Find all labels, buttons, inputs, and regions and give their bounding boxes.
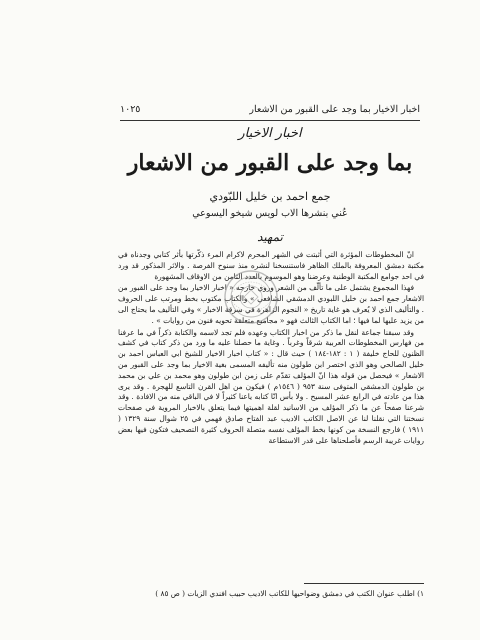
section-label: اخبار الاخيار (238, 126, 302, 141)
editor-line: عُني بنشرها الاب لويس شيخو اليسوعي (192, 208, 348, 219)
author-line: جمع احمد بن خليل اللبّودي (209, 190, 331, 203)
paragraph: انّ المخطوطات المؤثرة التي أثبتت في الشهر المحرم لاكرام المرء ذكّرتها بأثر كتابي وجدناه في مكتبة دمشق المعروفة بالملك الظاهر فاستنسخنا لنشره منذ سنوح الفرصة . والاثر المذكور قد ورد في احد جوامع المكتبة الوطنية وعرضنا وهو الموسوم بالعدد الثامن من الاوقاف المشهورة (118, 250, 424, 281)
article-title: بما وجد على القبور من الاشعار (127, 150, 413, 176)
page-number: ١٠٢٥ (120, 103, 141, 115)
paragraph: فهذا المجموع يشتمل على ما تألّف من الشعر وروي خارجه « اخبار الاخيار بما وجد على القبور من الاشعار جمع احمد بن خليل اللبودي الدمشقي الشافعي » والكتاب مكتوب بخط ومرتب على الحروف . والتأليف الذي لا يُعرف هو غاية تاريخ « النجوم الزاهرة في سرقة الاخبار » وفي التأليف ما يحتاج الى من يزيد عليها لما فيها ؛ اما الكتاب الثالث فهو « مجاميع متعلقة تحويه فنون من روايات » . (118, 283, 424, 325)
footnote: ١) اطلب عنوان الكتب في دمشق وضواحيها للكاتب الاديب حبيب افندي الزيات ( ص ٨٥ ) (155, 589, 424, 598)
running-title: اخبار الاخيار بما وجد على القبور من الاشعار (249, 103, 420, 115)
footnote-divider (304, 583, 424, 584)
paragraph: وقد سبقنا جماعة لنقل ما ذكر من اخبار الكتاب وعهده فلم تجد لاسمه والكتابة ذكراً في ما عرفنا من فهارس المخطوطات العربية شرقاً وغرباً . وغاية ما حصلنا عليه ما ورد من ذكر كتاب في كشف الظنون للحاج خليفة ( ١ : ١٨٢-١٨٤ ) حيث قال : « كتاب اخبار الاخيار للشيخ ابي العباس احمد بن خليل الصالحي وهو الذي اختصر ابن طولون منه تأليفه المسمى بغية الاخيار بما وجد على القبور من الاشعار » فيحصل من قوله هذا انّ المؤلف تقدّم على زمن ابن طولون وهو محمد بن علي بن محمد بن طولون الدمشقي المتوفى سنة ٩٥٣ ( ١٥٤٦م ) فيكون من اهل القرن التاسع للهجرة . وقد يرى هذا من عادته في الرابع عشر المسيح . ولا بأس انّا كتابه ياعنا كثيراً لا في الباقي منه من الافادة . وقد شرعنا صفحاً عن ما ذكر المؤلف من الاسانيد لقلة اهميتها فيما يتعلق بالاخبار المروية في صفحات نسختنا التي نقلنا لنا عن الاصل الكاتب الاديب عبد الفتاح صادق فهمي في ٢٥ شوال سنة ١٣٢٩ ( ١٩١١ ) فارجع النسخة من كونها بخط المؤلف نفسه متصلة الحروف كثيرة التصحيف فتكون فيها بعض روايات غريبة الرسم فأصلحناها على قدر الاستطاعة (118, 327, 425, 445)
intro-heading: تمهيد (257, 230, 283, 244)
running-header (120, 100, 420, 118)
library-seal-stamp-icon (222, 268, 280, 326)
header-divider (120, 120, 420, 121)
